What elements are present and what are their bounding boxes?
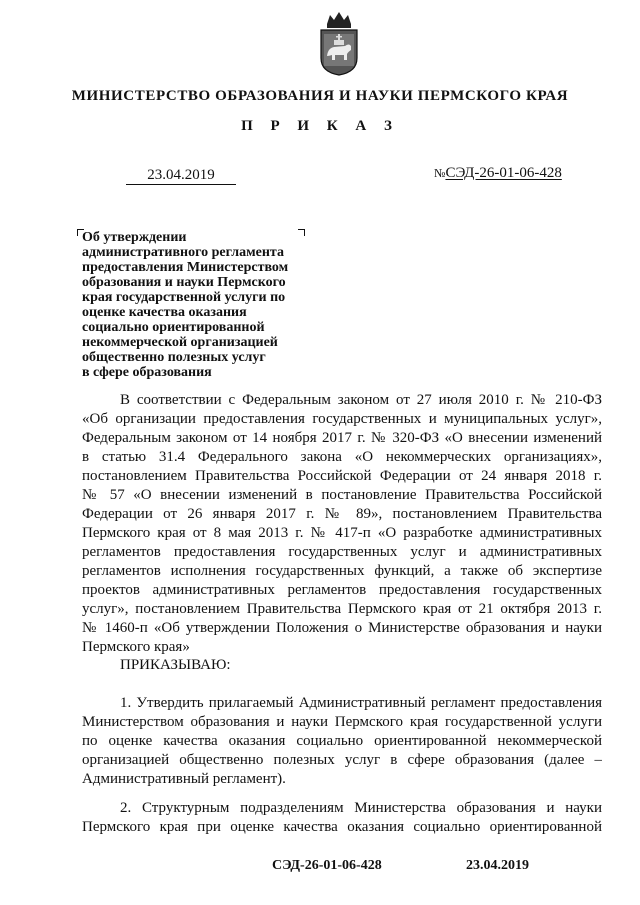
preamble-line: Пермского края от 8 мая 2013 г. № 417-п «О разработке административных (82, 525, 602, 541)
subject-line: некоммерческой организацией (82, 335, 278, 350)
subject-line: предоставления Министерством (82, 260, 289, 275)
subject-line: края государственной услуги по (82, 290, 286, 305)
subject-line: образования и науки Пермского (82, 275, 286, 290)
preamble-line: постановлением Правительства Российской Федерации от 24 января 2018 г. (82, 468, 602, 484)
item-1 (82, 694, 602, 789)
preamble-line: «Об организации предоставления государственных и муниципальных услуг», (82, 411, 602, 427)
footer-number: СЭД-26-01-06-428 (272, 858, 382, 873)
perm-krai-coat-of-arms-icon (318, 10, 360, 76)
order-date: 23.04.2019 (126, 166, 236, 185)
preamble (82, 391, 602, 657)
preamble-line: № 1460-п «Об утверждении Положения о Министерстве образования и науки (82, 620, 602, 636)
item-2-line: 2. Структурным подразделениям Министерства образования и науки (120, 800, 602, 816)
subject-line: в сфере образования (82, 365, 212, 380)
preamble-line: услуг», постановлением Правительства Пермского края от 21 октября 2013 г. (82, 601, 602, 617)
preamble-line: регламентов исполнения государственных функций, а также об экспертизе (82, 563, 602, 579)
document-type: П Р И К А З (241, 118, 399, 134)
order-number-field (434, 164, 562, 182)
subject-line: административного регламента (82, 245, 284, 260)
preamble-line: № 57 «О внесении изменений в постановление Правительства Российской (82, 487, 602, 503)
ministry-title: МИНИСТЕРСТВО ОБРАЗОВАНИЯ И НАУКИ ПЕРМСКОГО КРАЯ (71, 88, 569, 104)
item-1-line: Министерством образования и науки Пермского края государственной услуги (82, 714, 602, 730)
preamble-line: регламентов предоставления государственных услуг и административных (82, 544, 602, 560)
preamble-line: Пермского края» (82, 639, 190, 655)
preamble-line: Федеральным законом от 14 ноября 2017 г. № 320-ФЗ «О внесении изменений (82, 430, 602, 446)
item-1-line: 1. Утвердить прилагаемый Административный регламент предоставления (120, 695, 602, 711)
footer-date: 23.04.2019 (466, 858, 529, 873)
item-1-line: организацией общественно полезных услуг в сфере образования (далее – (82, 752, 602, 768)
item-2 (82, 799, 602, 837)
item-1-line: Административный регламент). (82, 771, 286, 787)
subject-line: Об утверждении (82, 230, 187, 245)
preamble-line: в статью 31.4 Федерального закона «О некоммерческих организациях», (82, 449, 602, 465)
subject-line: социально ориентированной (82, 320, 265, 335)
order-number: СЭД-26-01-06-428 (445, 165, 562, 181)
order-directive: ПРИКАЗЫВАЮ: (120, 657, 231, 673)
subject-line: оценке качества оказания (82, 305, 247, 320)
preamble-line: Федерации от 26 января 2017 г. № 89», постановлением Правительства (82, 506, 602, 522)
order-subject (82, 230, 317, 380)
preamble-line: проектов административных регламентов предоставления государственных (82, 582, 602, 598)
number-sign: № (434, 166, 446, 180)
subject-line: общественно полезных услуг (82, 350, 266, 365)
preamble-line: В соответствии с Федеральным законом от 27 июля 2010 г. № 210-ФЗ (120, 392, 602, 408)
item-1-line: по оценке качества оказания социально ориентированной некоммерческой (82, 733, 602, 749)
item-2-line: Пермского края при оценке качества оказания социально ориентированной (82, 819, 602, 835)
